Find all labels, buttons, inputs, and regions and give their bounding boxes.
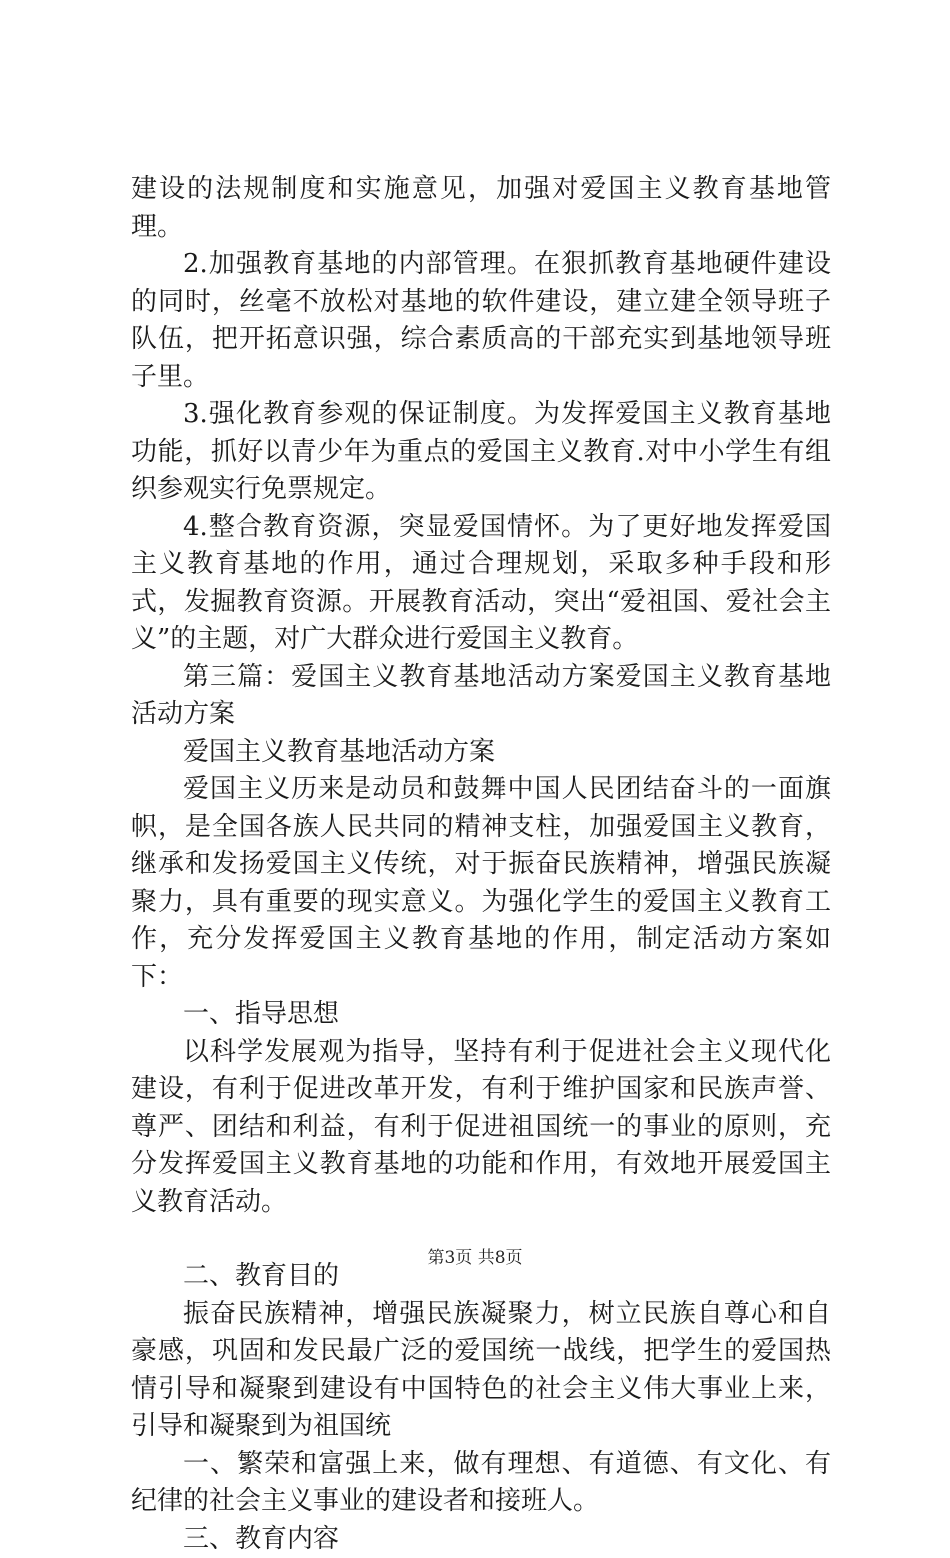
paragraph-1: 建设的法规制度和实施意见，加强对爱国主义教育基地管理。	[131, 171, 831, 246]
paragraph-2: 2.加强教育基地的内部管理。在狠抓教育基地硬件建设的同时，丝毫不放松对基地的软件建设，建立建全领导班子队伍，把开拓意识强，综合素质高的干部充实到基地领导班子里。	[131, 246, 831, 396]
heading-education-content: 三、教育内容	[131, 1521, 831, 1558]
paragraph-guiding-ideology: 以科学发展观为指导，坚持有利于促进社会主义现代化建设，有利于促进改革开发，有利于维护国家和民族声誉、尊严、团结和利益，有利于促进祖国统一的事业的原则，充分发挥爱国主义教育基地的功能和作用，有效地开展爱国主义教育活动。	[131, 1034, 831, 1222]
heading-guiding-ideology: 一、指导思想	[131, 996, 831, 1034]
paragraph-3: 3.强化教育参观的保证制度。为发挥爱国主义教育基地功能，抓好以青少年为重点的爱国主义教育.对中小学生有组织参观实行免票规定。	[131, 396, 831, 509]
page-number-footer: 第3页 共8页	[0, 1247, 950, 1269]
paragraph-intro: 爱国主义历来是动员和鼓舞中国人民团结奋斗的一面旗帜，是全国各族人民共同的精神支柱，加强爱国主义教育，继承和发扬爱国主义传统，对于振奋民族精神，增强民族凝聚力，具有重要的现实意义。为强化学生的爱国主义教育工作，充分发挥爱国主义教育基地的作用，制定活动方案如下：	[131, 771, 831, 996]
paragraph-education-purpose: 振奋民族精神，增强民族凝聚力，树立民族自尊心和自豪感，巩固和发民最广泛的爱国统一战线，把学生的爱国热情引导和凝聚到建设有中国特色的社会主义伟大事业上来，引导和凝聚到为祖国统	[131, 1296, 831, 1446]
document-title: 爱国主义教育基地活动方案	[131, 734, 831, 772]
paragraph-education-purpose-cont: 一、繁荣和富强上来，做有理想、有道德、有文化、有纪律的社会主义事业的建设者和接班人。	[131, 1446, 831, 1521]
document-body	[131, 171, 831, 1558]
section-heading-part-three: 第三篇：爱国主义教育基地活动方案爱国主义教育基地活动方案	[131, 659, 831, 734]
paragraph-4: 4.整合教育资源，突显爱国情怀。为了更好地发挥爱国主义教育基地的作用，通过合理规划，采取多种手段和形式，发掘教育资源。开展教育活动，突出“爱祖国、爱社会主义”的主题，对广大群众进行爱国主义教育。	[131, 509, 831, 659]
heading-education-purpose: 二、教育目的	[131, 1258, 831, 1296]
